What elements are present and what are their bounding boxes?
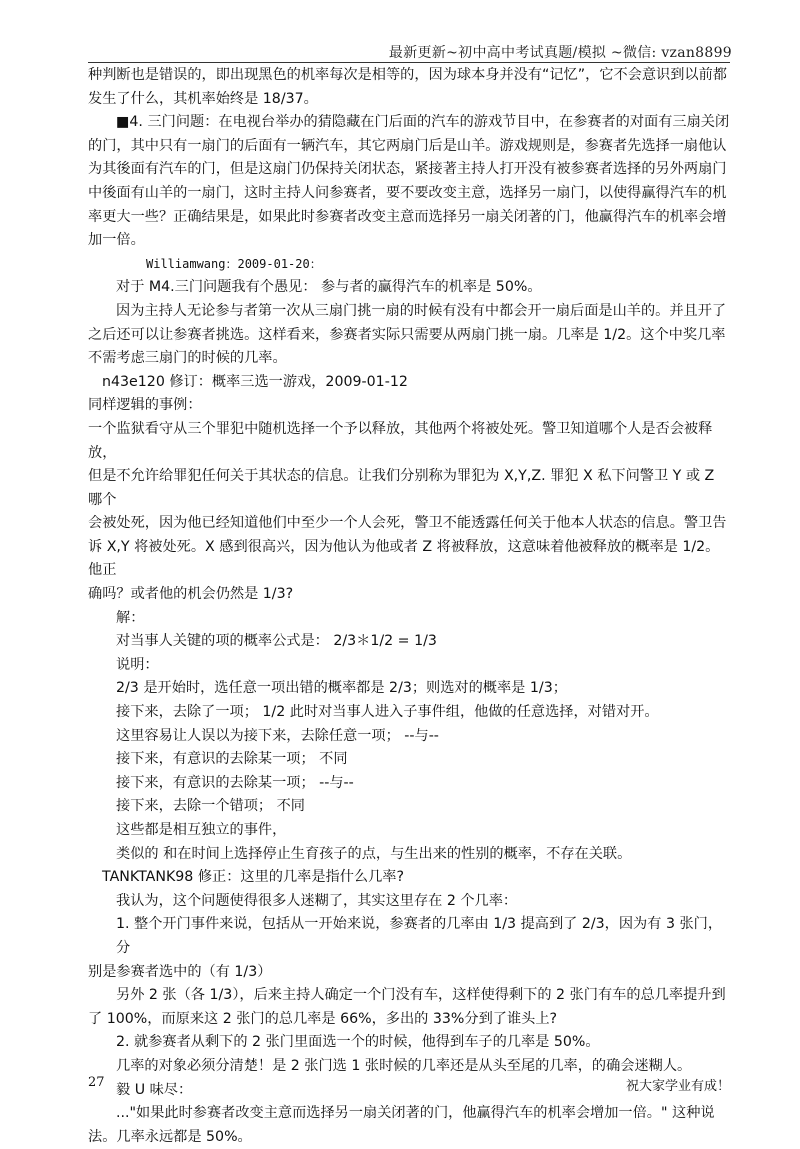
text-line: n43e120 修订：概率三选一游戏，2009-01-12 [102,373,408,390]
text-line: 确吗？或者他的机会仍然是 1/3? [88,586,294,603]
text-line: 率更大一些？正确结果是，如果此时参赛者改变主意而选择另一扇关闭著的门，他赢得汽车的机率会增 [88,208,727,225]
footer-slogan: 祝大家学业有成！ [625,1079,730,1094]
text-line: 种判断也是错误的，即出现黑色的机率每次是相等的，因为球本身并没有“记忆”，它不会意识到以前都 [88,67,727,83]
text-line: TANKTANK98 修正：这里的几率是指什么几率? [102,869,404,886]
text-line: 我认为，这个问题使得很多人迷糊了，其实这里存在 2 个几率： [116,892,518,909]
text-line: 不需考虑三扇门的时候的几率。 [88,350,287,367]
text-line: 同样逻辑的事例： [88,397,202,414]
text-line: 别是参赛者选中的（有 1/3） [88,963,272,980]
text-line: 因为主持人无论参与者第一次从三扇门挑一扇的时候有没有中都会开一扇后面是山羊的。并且开了 [116,302,727,319]
text-line: 2/3 是开始时，选任意一项出错的概率都是 2/3；则选对的概率是 1/3； [116,680,567,697]
text-line: 对当事人关键的项的概率公式是： 2/3＊1/2 = 1/3 [116,633,437,650]
text-line: 说明： [116,656,159,673]
text-line: 接下来，去除了一项； 1/2 此时对当事人进入子事件组，他做的任意选择，对错对开。 [116,704,659,721]
text-line: 了 100%，而原来这 2 张门的总几率是 66%，多出的 33%分到了谁头上? [88,1010,558,1027]
text-line: 另外 2 张（各 1/3），后来主持人确定一个门没有车，这样使得剩下的 2 张门有车的总几率提升到 [116,987,726,1004]
text-line: 一个监狱看守从三个罪犯中随机选择一个予以释放，其他两个将被处死。警卫知道哪个人是否会被释放， [88,420,713,461]
text-line: 类似的 和在时间上选择停止生育孩子的点，与生出来的性别的概率，不存在关联。 [116,845,632,862]
text-line: 发生了什么，其机率始终是 18/37。 [88,90,318,107]
text-line: 会被处死，因为他已经知道他们中至少一个人会死，警卫不能透露任何关于他本人状态的信息。警卫告 [88,515,727,532]
page-header: 最新更新~初中高中考试真题/模拟 ~微信: vzan8899 [388,45,732,61]
text-line: 法。几率永远都是 50%。 [88,1128,252,1145]
text-line: 接下来，有意识的去除某一项； --与-- [116,774,354,791]
text-line: 接下来，去除一个错项； 不同 [116,798,305,815]
text-line: 为其後面有汽车的门，但是这扇门仍保持关闭状态，紧接著主持人打开没有被参赛者选择的另外两扇门 [88,161,727,178]
text-line: 之后还可以让参赛者挑选。这样看来，参赛者实际只需要从两扇门挑一扇。几率是 1/2。这个中奖几率 [88,326,726,343]
text-line: 的门，其中只有一扇门的后面有一辆汽车，其它两扇门后是山羊。游戏规则是，参赛者先选择一扇他认 [88,137,727,154]
text-line: 这些都是相互独立的事件， [116,822,287,838]
text-line: 解： [116,609,145,626]
text-line: 1. 整个开门事件来说，包括从一开始来说，参赛者的几率由 1/3 提高到了 2/3，因为有 3 张门，分 [116,916,723,956]
header-rule [88,62,730,63]
text-line: 几率的对象必须分清楚！是 2 张门选 1 张时候的几率还是从头至尾的几率，的确会迷糊人。 [116,1057,692,1074]
text-line: 毅 U 味尽： [116,1081,193,1098]
page-number: 27 [88,1075,105,1090]
text-line: Williamwang：2009-01-20： [146,256,322,271]
text-line: 对于 M4.三门问题我有个愚见： 参与者的赢得汽车的机率是 50%。 [116,279,542,296]
text-line: 中後面有山羊的一扇门，这时主持人问参赛者，要不要改变主意，选择另一扇门，以使得赢得汽车的机 [88,184,727,201]
text-line: ..."如果此时参赛者改变主意而选择另一扇关闭著的门，他赢得汽车的机率会增加一倍。" 这种说 [116,1105,715,1122]
text-line: 这里容易让人误以为接下来，去除任意一项； --与-- [116,727,439,744]
text-line: 接下来，有意识的去除某一项； 不同 [116,751,348,768]
text-line: 诉 X,Y 将被处死。X 感到很高兴，因为他认为他或者 Z 将被释放，这意味着他被释放的概率是 1/2。他正 [88,538,720,579]
document-body [88,64,730,1149]
text-line: 但是不允许给罪犯任何关于其状态的信息。让我们分别称为罪犯为 X,Y,Z. 罪犯 X 私下问警卫 Y 或 Z 哪个 [88,468,715,508]
text-line: 加一倍。 [88,232,145,249]
text-line: ■4. 三门问题：在电视台举办的猜隐藏在门后面的汽车的游戏节目中，在参赛者的对面有三扇关闭 [116,114,730,131]
text-line: 2. 就参赛者从剩下的 2 张门里面选一个的时候，他得到车子的几率是 50%。 [116,1034,600,1051]
